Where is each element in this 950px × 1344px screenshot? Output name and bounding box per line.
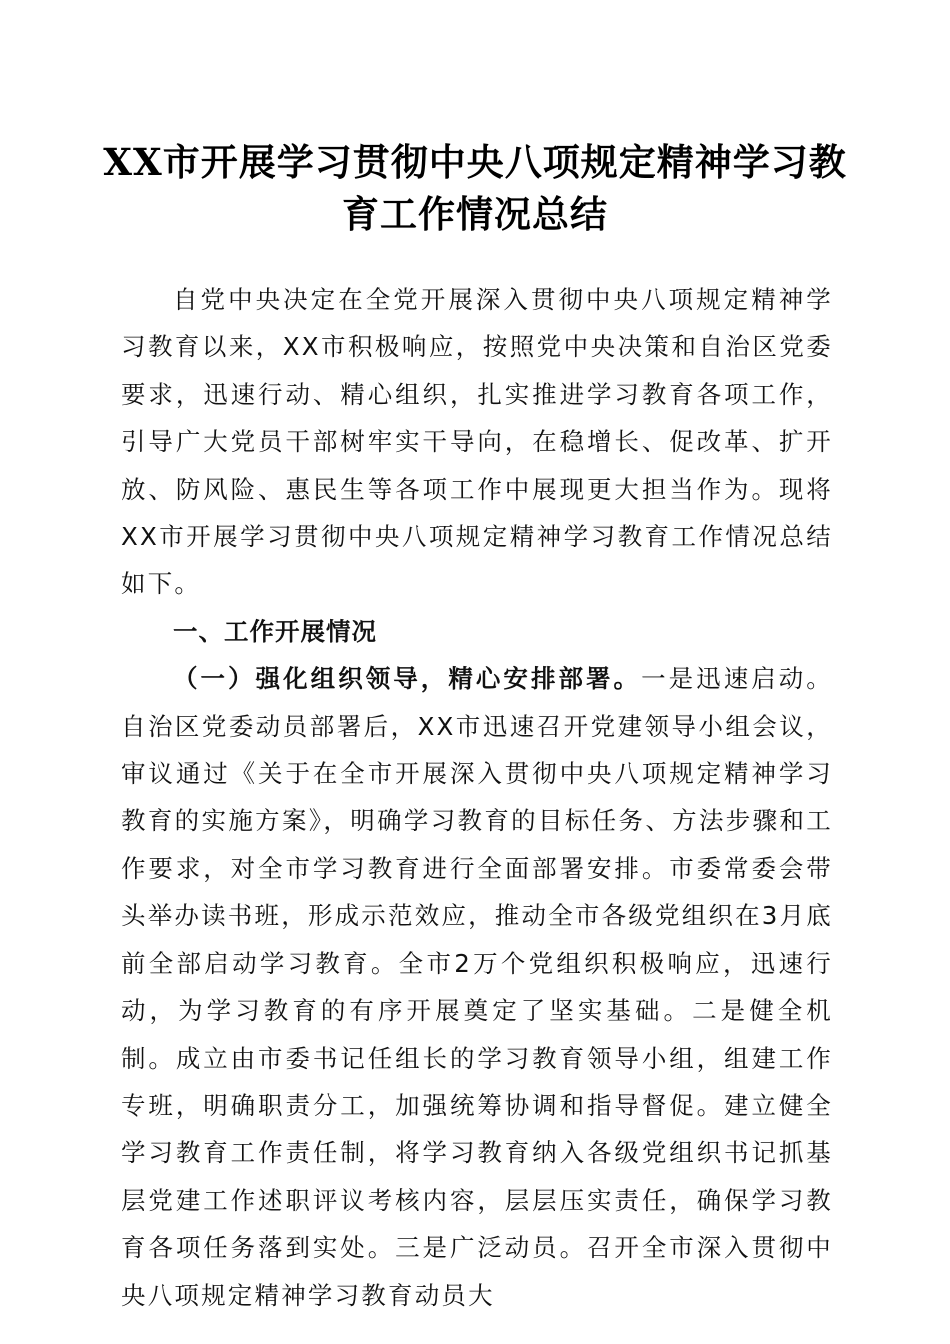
document-body	[121, 276, 833, 1319]
section-heading: 一、工作开展情况	[173, 616, 377, 646]
subsection-lead: （一）强化组织领导，精心安排部署。	[173, 664, 642, 694]
subsection-paragraph	[121, 655, 833, 1319]
subsection-body: 一是迅速启动。自治区党委动员部署后，XX市迅速召开党建领导小组会议，审议通过《关于在全市开展深入贯彻中央八项规定精神学习教育的实施方案》，明确学习教育的目标任务、方法步骤和工作要求，对全市学习教育进行全面部署安排。市委常委会带头举办读书班，形成示范效应，推动全市各级党组织在3月底前全部启动学习教育。全市2万个党组织积极响应，迅速行动，为学习教育的有序开展奠定了坚实基础。二是健全机制。成立由市委书记任组长的学习教育领导小组，组建工作专班，明确职责分工，加强统筹协调和指导督促。建立健全学习教育工作责任制，将学习教育纳入各级党组织书记抓基层党建工作述职评议考核内容，层层压实责任，确保学习教育各项任务落到实处。三是广泛动员。召开全市深入贯彻中央八项规定精神学习教育动员大	[121, 664, 833, 1310]
document-title: XX市开展学习贯彻中央八项规定精神学习教育工作情况总结	[103, 140, 847, 236]
intro-paragraph: 自党中央决定在全党开展深入贯彻中央八项规定精神学习教育以来，XX市积极响应，按照党中央决策和自治区党委要求，迅速行动、精心组织，扎实推进学习教育各项工作，引导广大党员干部树牢实干导向，在稳增长、促改革、扩开放、防风险、惠民生等各项工作中展现更大担当作为。现将XX市开展学习贯彻中央八项规定精神学习教育工作情况总结如下。	[121, 285, 833, 599]
